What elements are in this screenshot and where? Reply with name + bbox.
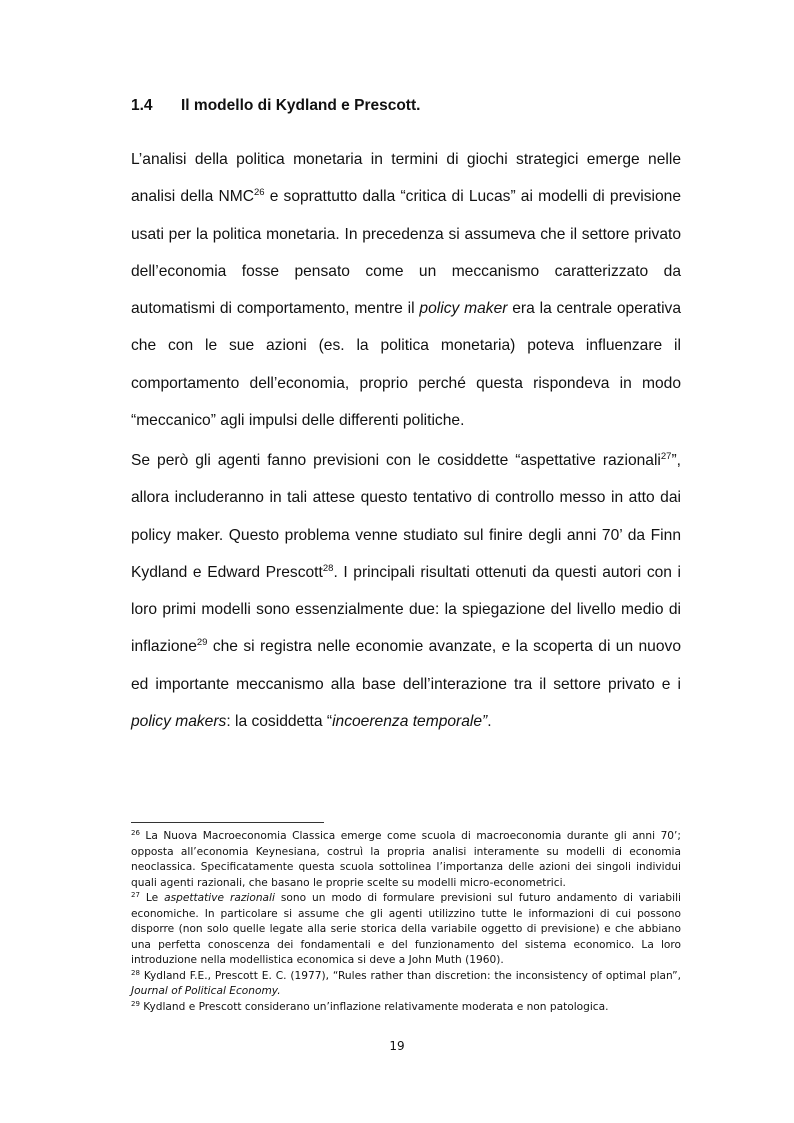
footnote-ref-28[interactable]: 28 [322, 562, 334, 574]
footnote-ref-27[interactable]: 27 [660, 451, 672, 462]
paragraph-text: Se però gli agenti fanno previsioni con le cosiddette “aspettative razionali [131, 452, 661, 469]
section-title: Il modello di Kydland e Prescott. [181, 97, 421, 114]
paragraph-text: : la cosiddetta “ [226, 713, 333, 731]
footnote-text: sono un modo di formulare previsioni sul futuro andamento di variabili economiche. In particolare si assume che gli agenti utilizzino tutte le informazioni di cui possono disporre (non solo quelle legate alla serie storica della variabile oggetto di previsione) e che abbiano una perfetta conoscenza dei fondamentali e del funzionamento del sistema economico. La loro introduzione nella modellistica economica si deve a John Muth (1960). [131, 892, 681, 966]
section-number: 1.4 [131, 97, 153, 114]
footnote-ref-29[interactable]: 29 [196, 637, 208, 649]
footnote-number: 29 [131, 999, 140, 1008]
footnote-ref-26[interactable]: 26 [253, 187, 265, 199]
page-number: 19 [389, 1039, 405, 1053]
paragraph-text: che si registra nelle economie avanzate, e la scoperta di un nuovo ed importante meccanismo alla base dell’interazione tra il settore privato e i [131, 638, 681, 693]
paragraph-text: L’analisi della politica monetaria in termini di giochi strategici emerge nelle analisi della NMC [131, 151, 681, 206]
footnote-27 [131, 891, 681, 969]
footnote-divider [131, 822, 324, 823]
footnote-emphasis: Journal of Political Economy. [131, 985, 281, 997]
footnote-number: 27 [131, 891, 140, 899]
footnote-29 [131, 1000, 681, 1016]
footnote-28 [131, 969, 681, 1000]
footnote-text: Le [139, 892, 165, 904]
paragraph-1 [131, 141, 681, 439]
footnote-emphasis: aspettative razionali [164, 892, 275, 904]
footnote-text: Kydland e Prescott considerano un’inflazione relativamente moderata e non patologica. [139, 1000, 609, 1013]
paragraph-text: . [487, 713, 492, 731]
paragraph-text: e soprattutto dalla “critica di Lucas” ai modelli di previsione usati per la politica monetaria. In precedenza si assumeva che il settore privato dell’economia fosse pensato come un meccanismo caratterizzato da automatismi di comportamento, mentre il [131, 188, 681, 318]
emphasis-text: incoerenza temporale” [332, 713, 488, 731]
paragraph-text: . I principali risultati ottenuti da questi autori con i loro primi modelli sono essenzialmente due: la spiegazione del livello medio di inflazione [131, 563, 682, 656]
paragraph-2 [131, 442, 681, 740]
section-heading [131, 96, 691, 116]
footnote-26 [131, 829, 681, 891]
emphasis-text: policy maker [419, 300, 508, 318]
emphasis-text: policy makers [131, 713, 227, 731]
footnotes [131, 829, 681, 1015]
footnote-text: Kydland F.E., Prescott E. C. (1977), “Rules rather than discretion: the inconsistency of optimal plan”, [139, 969, 681, 982]
footnote-number: 28 [131, 968, 140, 977]
footnote-text: La Nuova Macroeconomia Classica emerge come scuola di macroeconomia durante gli anni 70’; opposta all’economia Keynesiana, costruì la propria analisi interamente su modelli di economia neoclassica. Specificatamente questa scuola sottolinea l’importanza delle azioni dei singoli individui quali agenti razionali, che basano le proprie scelte su modelli micro-econometrici. [131, 830, 681, 889]
paragraph-text: ”, allora includeranno in tali attese questo tentativo di controllo messo in atto dai policy maker. Questo problema venne studiato sul finire degli anni 70’ da Finn Kydland e Edward Prescott [131, 452, 681, 581]
footnote-number: 26 [131, 829, 140, 837]
paragraph-text: era la centrale operativa che con le sue azioni (es. la politica monetaria) poteva influenzare il comportamento dell’economia, proprio perché questa rispondeva in modo “meccanico” agli impulsi delle differenti politiche. [131, 300, 681, 430]
